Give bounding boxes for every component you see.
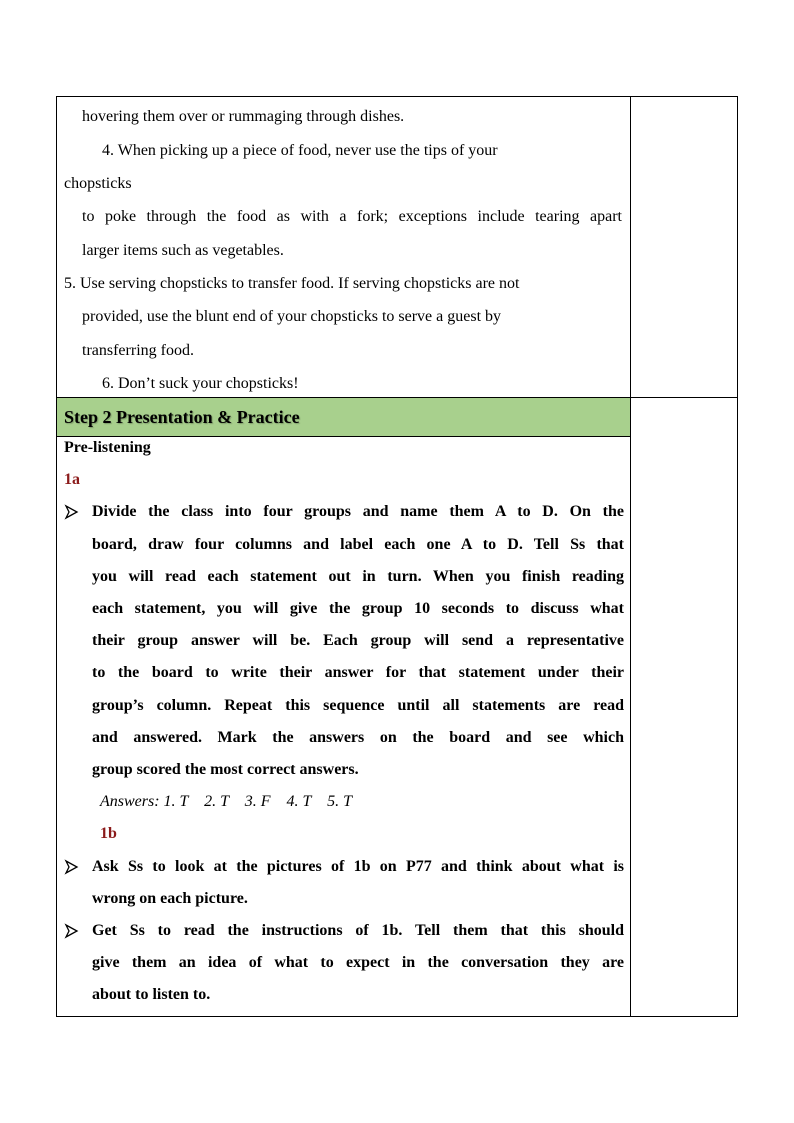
subheading: Pre-listening xyxy=(64,439,151,456)
text-line: each statement, you will give the group 10 seconds to discuss what xyxy=(92,600,624,617)
text-line: board, draw four columns and label each one A to D. Tell Ss that xyxy=(92,536,624,553)
text-line: 5. Use serving chopsticks to transfer food. If serving chopsticks are not xyxy=(64,275,520,292)
text-line: Ask Ss to look at the pictures of 1b on P77 and think about what is xyxy=(92,858,624,875)
text-line: chopsticks xyxy=(64,175,132,192)
text-line: 4. When picking up a piece of food, never use the tips of your xyxy=(102,142,498,159)
arrow-bullet-icon xyxy=(64,921,80,941)
lesson-table xyxy=(56,96,738,1017)
text-line: larger items such as vegetables. xyxy=(82,242,284,259)
text-line: hovering them over or rummaging through dishes. xyxy=(82,108,405,125)
section-label-1a: 1a xyxy=(64,471,80,488)
text-line: their group answer will be. Each group will send a representative xyxy=(92,632,624,649)
text-line: 6. Don’t suck your chopsticks! xyxy=(102,375,299,392)
column-divider xyxy=(630,96,631,1017)
text-line: you will read each statement out in turn. When you finish reading xyxy=(92,568,624,585)
text-line: to poke through the food as with a fork; exceptions include tearing apart xyxy=(82,208,622,225)
text-line: and answered. Mark the answers on the board and see which xyxy=(92,729,624,746)
text-line: give them an idea of what to expect in the conversation they are xyxy=(92,954,624,971)
answers-line: Answers: 1. T 2. T 3. F 4. T 5. T xyxy=(100,793,353,810)
header-divider xyxy=(56,436,631,437)
text-line: Divide the class into four groups and name them A to D. On the xyxy=(92,503,624,520)
text-line: wrong on each picture. xyxy=(92,890,248,907)
section-label-1b: 1b xyxy=(100,825,117,842)
text-line: group’s column. Repeat this sequence until all statements are read xyxy=(92,697,624,714)
text-line: Get Ss to read the instructions of 1b. Tell them that this should xyxy=(92,922,624,939)
text-line: provided, use the blunt end of your chopsticks to serve a guest by xyxy=(82,308,502,325)
arrow-bullet-icon xyxy=(64,502,80,522)
text-line: to the board to write their answer for that statement under their xyxy=(92,664,624,681)
step-title: Step 2 Presentation & Practice xyxy=(64,407,300,427)
text-line: about to listen to. xyxy=(92,986,211,1003)
text-line: transferring food. xyxy=(82,342,194,359)
arrow-bullet-icon xyxy=(64,857,80,877)
text-line: group scored the most correct answers. xyxy=(92,761,359,778)
